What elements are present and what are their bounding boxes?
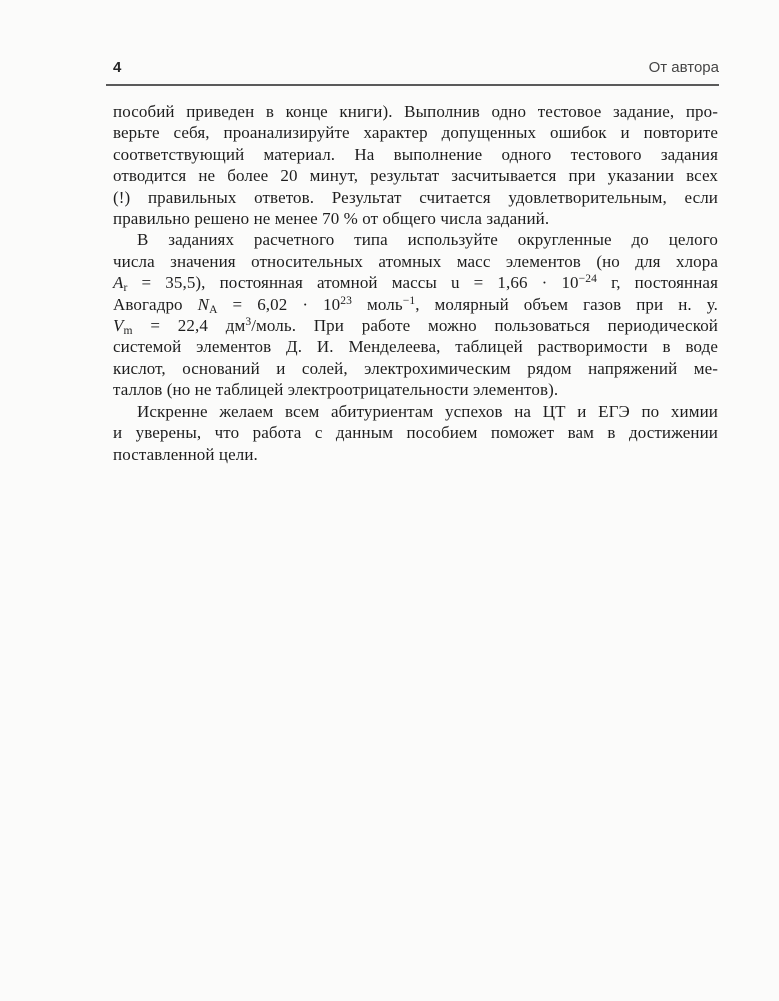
text-line: кислот, оснований и солей, электрохимическим рядом напряжений ме-	[113, 358, 718, 378]
text-line: системой элементов Д. И. Менделеева, таблицей растворимости в воде	[113, 337, 718, 357]
text-line: правильно решено не менее 70 % от общего числа заданий.	[113, 209, 550, 229]
text-line: Искренне желаем всем абитуриентам успехов на ЦТ и ЕГЭ по химии	[137, 401, 718, 421]
text-line: верьте себя, проанализируйте характер допущенных ошибок и повторите	[113, 123, 718, 143]
page-body	[113, 101, 718, 465]
page-number: 4	[113, 59, 122, 76]
text-line: пособий приведен в конце книги). Выполнив одно тестовое задание, про-	[113, 102, 718, 121]
text-line: числа значения относительных атомных масс элементов (но для хлора	[113, 251, 718, 271]
header-rule	[106, 84, 719, 86]
text-line: поставленной цели.	[113, 444, 258, 464]
running-head: От автора	[648, 59, 719, 76]
text-line: $V_m = 22,4$ $дм^3$/моль. При работе можно пользоваться периодической	[113, 315, 719, 338]
text-line: В заданиях расчетного типа используйте округленные до целого	[137, 230, 718, 250]
text-line: и уверены, что работа с данным пособием поможет вам в достижении	[113, 423, 718, 443]
text-line: Авогадро $N_А = 6,02 \cdot 10^{23}$ моль$^{-1}$, молярный объем газов при н. у.	[113, 293, 718, 316]
page-header	[107, 58, 719, 78]
text-line: соответствующий материал. На выполнение одного тестового задания	[113, 144, 718, 164]
text-line: (!) правильных ответов. Результат считается удовлетворительным, если	[113, 187, 718, 207]
text-line: отводится не более 20 минут, результат засчитывается при указании всех	[113, 166, 718, 186]
text-line: таллов (но не таблицей электроотрицательности элементов).	[113, 380, 559, 400]
text-line: $A_r = 35,5$), постоянная атомной массы $u = 1,66 \cdot 10^{-24}$ г, постоянная	[113, 272, 718, 295]
